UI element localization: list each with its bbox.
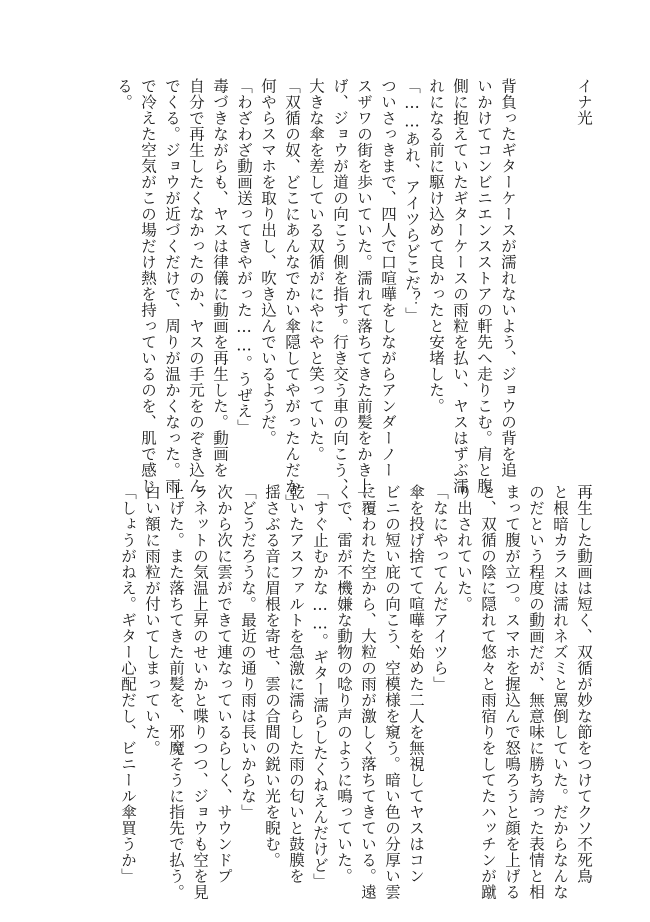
text-column: まって腹が立つ。スマホを握込んで怒鳴ろうと顔を上げる [503,484,521,900]
text-column: と根暗カラスは濡れネズミと罵倒していた。だからなんな [551,484,569,900]
text-column: 傘を投げ捨てて喧嘩を始めた二人を無視してヤスはコン [407,484,425,884]
text-column: り出されていた。 [455,484,473,612]
upper-text-block [112,78,596,510]
text-column: 次から次に雲ができて連なっているらしく、サウンドプ [215,484,233,884]
text-column: ラネットの気温上昇のせいかと喋りつつ、ジョウも空を見 [191,484,209,900]
text-column: スザワの街を歩いていた。濡れて落ちてきた前髪をかき上 [355,78,373,494]
text-column: 側に抱えていたギターケースの雨粒を払い、ヤスはずぶ濡 [451,78,469,494]
text-column: と、双循の陰に隠れて悠々と雨宿りをしてたハッチンが蹴 [479,484,497,900]
text-column: ついさっきまで、四人で口喧嘩をしながらアンダーノー [379,78,397,478]
text-column: 上げた。また落ちてきた前髪を、邪魔そうに指先で払う。 [167,484,185,900]
text-column: る。 [115,78,133,110]
text-column: れになる前に駆け込めて良かったと安堵した。 [427,78,445,414]
text-column: くで、雷が不機嫌な動物の唸り声のように鳴っていた。 [335,484,353,884]
text-column: 再生した動画は短く、双循が妙な節をつけてクソ不死鳥 [575,484,593,884]
text-column: に覆われた空から、大粒の雨が激しく落ちてきている。遠 [359,484,377,900]
text-column: で冷えた空気がこの場だけ熱を持っているのを、肌で感じ [139,78,157,494]
lower-text-block [116,484,596,900]
text-column: 「なにやってんだアイツら」 [431,484,449,692]
text-column: 「わざわざ動画送ってきやがった……。うぜえ」 [235,78,253,435]
text-column: 揺さぶる音に眉根を寄せ、雲の合間の鋭い光を睨む。 [263,484,281,868]
text-column: ビニの短い庇の向こう、空模様を窺う。暗い色の分厚い雲 [383,484,401,900]
text-column: 毒づきながらも、ヤスは律儀に動画を再生した。動画を [211,78,229,478]
text-column: 乾いたアスファルトを急激に濡らした雨の匂いと鼓膜を [287,484,305,884]
text-column: 背負ったギターケースが濡れないよう、ジョウの背を追 [499,78,517,478]
text-column: 「……あれ、アイツらどこだ？」 [403,78,421,323]
text-column: 白い額に雨粒が付いてしまっていた。 [143,484,161,756]
chapter-title: イナ光 [575,78,593,126]
text-column: 「すぐ止むかな……。ギター濡らしたくねえんだけど」 [311,484,329,889]
text-column: 「しょうがねえ。ギター心配だし、ビニール傘買うか」 [119,484,137,884]
text-column: 「どうだろうな。最近の通り雨は長いからな」 [239,484,257,820]
text-column: げ、ジョウが道の向こう側を指す。行き交う車の向こう、 [331,78,349,494]
text-column: のだという程度の動画だが、無意味に勝ち誇った表情と相 [527,484,545,900]
text-column: 「双循の奴、どこにあんなでかい傘隠してやがったんだか」 [283,78,301,510]
text-column: 自分で再生したくなかったのか、ヤスの手元をのぞき込ん [187,78,205,494]
text-column: 何やらスマホを取り出し、吹き込んでいるようだ。 [259,78,277,446]
text-column: でくる。ジョウが近づくだけで、周りが温かくなった。雨 [163,78,181,494]
text-column: 大きな傘を差している双循がにやにやと笑っていた。 [307,78,325,462]
text-column: いかけてコンビニエンスストアの軒先へ走りこむ。肩と腹 [475,78,493,494]
